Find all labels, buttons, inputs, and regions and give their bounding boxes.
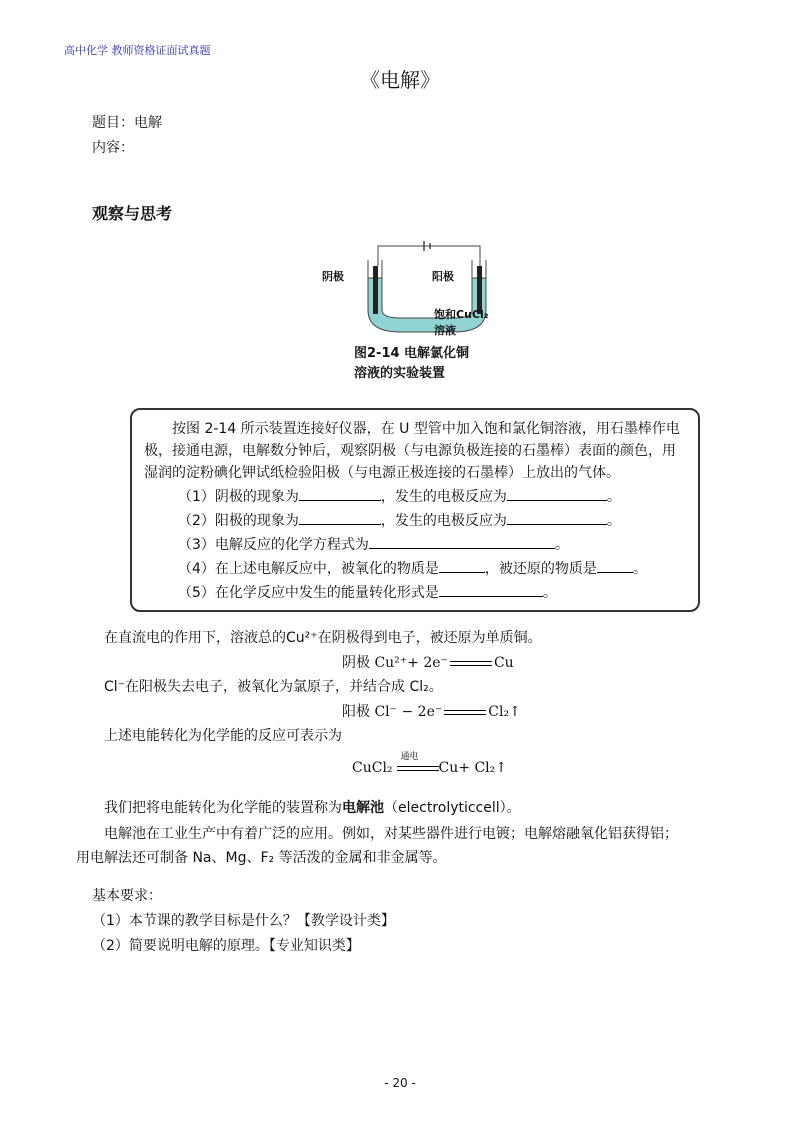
answer-blank <box>299 508 381 525</box>
body-line-5: 电解池在工业生产中有着广泛的应用。例如，对某些器件进行电镀；电解熔融氧化铝获得铝； <box>104 826 678 842</box>
question-1: （1）阴极的现象为 ，发生的电极反应为 。 <box>144 484 688 508</box>
answer-blank <box>299 484 381 501</box>
box-paragraph: 按图 2-14 所示装置连接好仪器，在 U 型管中加入饱和氯化铜溶液，用石墨棒作电极，接通电源，电解数分钟后，观察阴极（与电源负极连接的石墨棒）表面的颜色，用湿润的淀粉碘化钾试纸检验阳极（与电源正极连接的石墨棒）上放出的气体。 <box>144 421 680 481</box>
body-line-3: 上述电能转化为化学能的反应可表示为 <box>104 728 342 744</box>
topic-line: 题目：电解 <box>92 115 162 131</box>
apparatus-figure <box>322 238 530 388</box>
body-line-1: 在直流电的作用下，溶液总的Cu²⁺在阴极得到电子，被还原为单质铜。 <box>104 630 542 646</box>
equals-sign <box>450 661 492 666</box>
page-title: 《电解》 <box>360 68 440 92</box>
circuit-wire <box>378 246 480 266</box>
answer-blank <box>439 556 485 573</box>
u-tube <box>368 278 486 332</box>
section-title: 观察与思考 <box>92 204 173 223</box>
question-5: （5）在化学反应中发生的能量转化形式是 。 <box>144 580 688 604</box>
answer-blank <box>439 580 543 597</box>
reaction-condition: 通电 <box>400 752 419 762</box>
body-line-4: 我们把将电能转化为化学能的装置称为电解池（electrolyticcell）。 <box>104 800 521 816</box>
content-line: 内容： <box>92 140 134 156</box>
solution-label-2: 溶液 <box>434 324 456 337</box>
term-electrolytic-cell: 电解池 <box>342 800 384 816</box>
requirements-heading: 基本要求： <box>92 888 162 904</box>
question-4: （4）在上述电解反应中，被氧化的物质是 ，被还原的物质是 。 <box>144 556 688 580</box>
page-header: 高中化学 教师资格证面试真题 <box>64 44 211 57</box>
figure-caption-2: 溶液的实验装置 <box>354 366 446 381</box>
figure-caption-1: 图2-14 电解氯化铜 <box>354 346 470 361</box>
equals-sign <box>397 766 439 771</box>
anode-label: 阳极 <box>432 270 454 283</box>
overall-equation: CuCl₂ 通电 Cu+ Cl₂↑ <box>352 760 507 776</box>
body-line-6: 用电解法还可制备 Na、Mg、F₂ 等活泼的金属和非金属等。 <box>76 850 447 866</box>
requirement-1: （1）本节课的教学目标是什么？【教学设计类】 <box>92 913 395 929</box>
answer-blank <box>369 532 555 549</box>
anode-equation: 阳极 Cl⁻ − 2e⁻ Cl₂↑ <box>342 704 521 720</box>
solution-label-1: 饱和CuCl₂ <box>434 308 489 321</box>
answer-blank <box>507 508 607 525</box>
cathode-label: 阴极 <box>322 270 344 283</box>
answer-blank <box>507 484 607 501</box>
answer-blank <box>597 556 633 573</box>
question-2: （2）阳极的现象为 ，发生的电极反应为 。 <box>144 508 688 532</box>
question-3: （3）电解反应的化学方程式为 。 <box>144 532 688 556</box>
cathode-rod <box>373 266 378 314</box>
requirement-2: （2）简要说明电解的原理。【专业知识类】 <box>92 938 360 954</box>
cathode-equation: 阴极 Cu²⁺+ 2e⁻ Cu <box>342 655 514 671</box>
page-number: - 20 - <box>384 1076 416 1090</box>
body-line-2: Cl⁻在阳极失去电子，被氧化为氯原子，并结合成 Cl₂。 <box>104 679 443 695</box>
question-box <box>130 408 700 612</box>
u-tube-diagram <box>330 238 530 333</box>
equals-sign <box>444 710 486 715</box>
